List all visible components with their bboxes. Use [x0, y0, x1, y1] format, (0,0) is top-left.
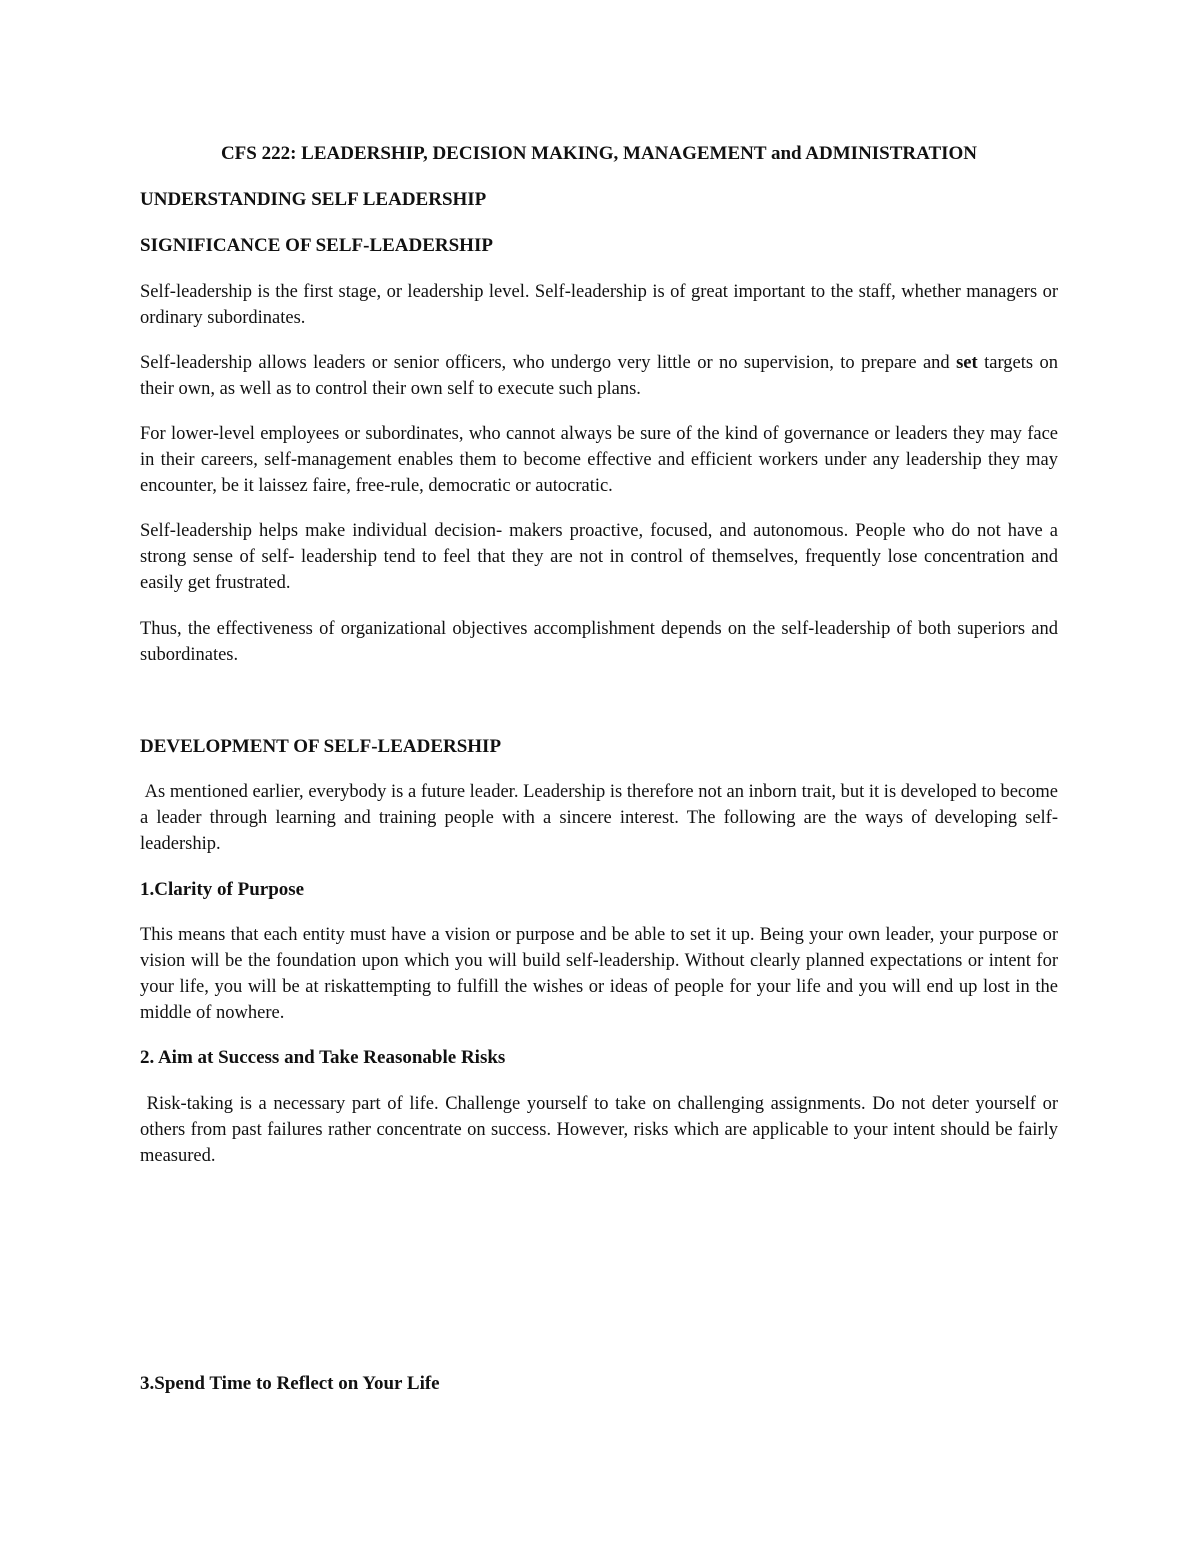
section-heading-significance: SIGNIFICANCE OF SELF-LEADERSHIP [140, 235, 493, 256]
paragraph-senior-officers [140, 350, 1058, 402]
section-heading-development: DEVELOPMENT OF SELF-LEADERSHIP [140, 736, 502, 757]
section-heading-understanding: UNDERSTANDING SELF LEADERSHIP [140, 189, 487, 210]
emphasis-set: set [956, 353, 978, 373]
document-title: CFS 222: LEADERSHIP, DECISION MAKING, MANAGEMENT and ADMINISTRATION [220, 143, 978, 164]
paragraph-decision-makers: Self-leadership helps make individual decision- makers proactive, focused, and autonomous. People who do not have a strong sense of self- leadership tend to feel that they are not in control of themselves, frequently lose concentration and easily get frustrated. [140, 521, 1058, 593]
paragraph-senior-officers-end: targets on their own, as well as to control their own self to execute such plans. [140, 353, 1058, 399]
paragraph-risk-taking: Risk-taking is a necessary part of life. Challenge yourself to take on challenging assignments. Do not deter yourself or others from past failures rather concentrate on success. However, risks which are applicable to your intent should be fairly measured. [140, 1094, 1063, 1166]
paragraph-senior-officers-start: Self-leadership allows leaders or senior officers, who undergo very little or no supervision, to prepare and [140, 353, 957, 373]
paragraph-clarity-of-purpose: This means that each entity must have a vision or purpose and be able to set it up. Being your own leader, your purpose or vision will be the foundation upon which you will build self-leadership. Without clearly planned expectations or intent for your life, you will be at riskattempting to fulfill the wishes or ideas of people for your life and you will end up lost in the middle of nowhere. [140, 925, 1058, 1023]
item-heading-reflect-on-life: 3.Spend Time to Reflect on Your Life [140, 1373, 440, 1394]
paragraph-future-leader: As mentioned earlier, everybody is a future leader. Leadership is therefore not an inborn trait, but it is developed to become a leader through learning and training people with a sincere interest. The following are the ways of developing self-leadership. [140, 782, 1063, 854]
item-heading-aim-at-success: 2. Aim at Success and Take Reasonable Risks [140, 1047, 506, 1068]
item-heading-clarity-of-purpose: 1.Clarity of Purpose [140, 879, 305, 900]
paragraph-self-leadership-stage: Self-leadership is the first stage, or leadership level. Self-leadership is of great important to the staff, whether managers or ordinary subordinates. [140, 282, 1058, 328]
paragraph-lower-level-employees: For lower-level employees or subordinates, who cannot always be sure of the kind of governance or leaders they may face in their careers, self-management enables them to become effective and efficient workers under any leadership they may encounter, be it laissez faire, free-rule, democratic or autocratic. [140, 424, 1058, 496]
paragraph-effectiveness: Thus, the effectiveness of organizational objectives accomplishment depends on the self-leadership of both superiors and subordinates. [140, 619, 1058, 665]
